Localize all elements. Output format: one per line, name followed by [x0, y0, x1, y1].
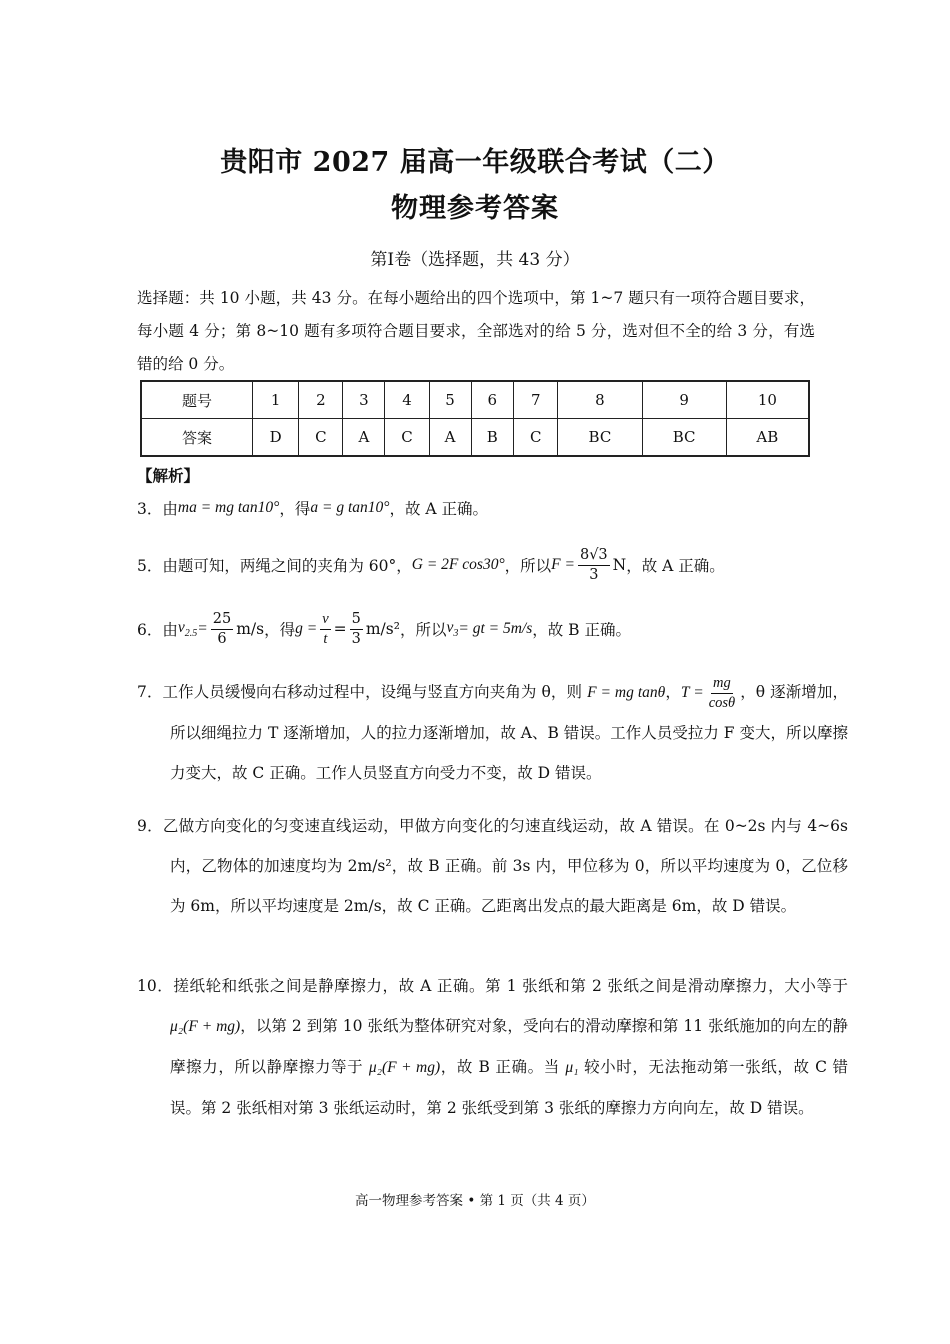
equation: μ₂(F + mg): [368, 1059, 441, 1076]
unit: N: [612, 556, 627, 574]
solution-text: ，: [665, 683, 681, 701]
section-title: 第Ⅰ卷（选择题，共 43 分）: [370, 250, 580, 270]
answer-cell: AB: [726, 419, 809, 457]
page-footer: 高一物理参考答案 • 第 1 页（共 4 页）: [355, 1193, 595, 1209]
answer-cell: C: [514, 419, 558, 457]
fraction-denominator: 3: [351, 630, 361, 647]
row-label-question: 题号: [141, 381, 253, 419]
solution-number: 6．: [137, 621, 163, 639]
answer-cell: B: [471, 419, 514, 457]
solution-text: ，得: [264, 621, 296, 639]
solution-text: ，故 A 正确。: [626, 557, 725, 575]
fraction-denominator: 3: [589, 566, 599, 583]
solution-text: ，以第 2 到第 10 张纸为整体研究对象，受向右的滑动摩擦和第 11 张纸施加的向左的静摩擦力，所以静摩擦力等于: [170, 1017, 848, 1076]
analysis-heading: 【解析】: [137, 466, 200, 485]
instructions-paragraph: 选择题：共 10 小题，共 43 分。在每小题给出的四个选项中，第 1~7 题只有一项符合题目要求，每小题 4 分；第 8~10 题有多项符合题目要求，全部选对的给 5 分，选对但不全的给 3 分，有选错的给 0 分。: [137, 289, 815, 373]
equation: μ₁: [565, 1059, 579, 1076]
solution-9: [137, 806, 848, 926]
solution-text: ，所以: [504, 557, 552, 575]
solution-text: 较小时，无法拖动第一张纸，故 C 错误。第 2 张纸相对第 3 张纸运动时，第 2 张纸受到第 3 张纸的摩擦力方向向左，故 D 错误。: [170, 1058, 848, 1117]
table-row: [141, 419, 809, 457]
solution-number: 5．: [137, 557, 163, 575]
question-number: 2: [299, 381, 343, 419]
question-number: 8: [558, 381, 642, 419]
question-number: 10: [726, 381, 809, 419]
equation: T =: [680, 684, 704, 701]
solution-number: 3．: [137, 500, 163, 518]
fraction-denominator: cosθ: [708, 694, 736, 711]
answer-cell: D: [253, 419, 299, 457]
velocity-symbol: $v_{2.5}$: [177, 618, 198, 640]
table-row: [141, 381, 809, 419]
solution-text: 搓纸轮和纸张之间是静摩擦力，故 A 正确。第 1 张纸和第 2 张纸之间是滑动摩擦力，大小等于: [173, 977, 849, 995]
solution-number: 9．: [137, 817, 163, 835]
question-number: 4: [385, 381, 429, 419]
fraction: [707, 674, 737, 713]
fraction-numerator: 25: [211, 610, 233, 630]
solution-text: ，故 A 正确。: [389, 500, 489, 518]
solution-text: 由: [162, 621, 178, 639]
solution-3: [137, 494, 488, 522]
answer-cell: BC: [642, 419, 726, 457]
fraction-numerator: 8√3: [578, 546, 610, 566]
fraction: [320, 610, 330, 649]
velocity-symbol: $v_3$: [446, 618, 459, 640]
solution-6: [137, 604, 631, 654]
question-number: 3: [343, 381, 385, 419]
answer-cell: C: [385, 419, 429, 457]
fraction-numerator: 5: [350, 610, 363, 630]
solution-text: 工作人员缓慢向右移动过程中，设绳与竖直方向夹角为 θ，则: [162, 683, 588, 701]
solution-5: [137, 540, 725, 590]
solution-text: ，故 B 正确。: [532, 621, 631, 639]
unit: m/s²: [365, 620, 400, 638]
solution-text: ，故 B 正确。当: [440, 1058, 566, 1076]
equation: g =: [295, 620, 318, 637]
exam-subtitle: 物理参考答案: [391, 193, 559, 224]
fraction-denominator: 6: [217, 630, 227, 647]
equation: =: [197, 620, 208, 637]
unit: m/s: [236, 620, 265, 638]
solution-text: 乙做方向变化的匀变速直线运动，甲做方向变化的匀速直线运动，故 A 错误。在 0~2s 内与 4~6s 内，乙物体的加速度均为 2m/s²，故 B 正确。前 3s 内，甲位移为 0，所以平均速度为 0，乙位移为 6m，所以平均速度是 2m/s，故 C 正确。乙距离出发点的最大距离是 6m，故 D 错误。: [162, 817, 848, 915]
fraction-denominator: t: [323, 630, 328, 647]
solution-number: 10．: [137, 977, 174, 995]
question-number: 1: [253, 381, 299, 419]
equation: =: [333, 620, 347, 638]
fraction: [350, 610, 363, 649]
fraction: [578, 546, 610, 585]
solution-text: ，θ 逐渐增加，所以细绳拉力 T 逐渐增加，人的拉力逐渐增加，故 A、B 错误。工作人员受拉力 F 变大，所以摩擦力变大，故 C 正确。工作人员竖直方向受力不变，故 D 错误。: [170, 683, 848, 782]
solution-number: 7．: [137, 683, 163, 701]
row-label-answer: 答案: [141, 419, 253, 457]
answer-cell: A: [429, 419, 471, 457]
equation: F =: [551, 556, 575, 573]
equation: = gt = 5m/s: [458, 620, 533, 637]
solution-text: ，所以: [399, 621, 447, 639]
answer-cell: BC: [558, 419, 642, 457]
equation: F = mg tanθ: [587, 684, 666, 701]
question-number: 5: [429, 381, 471, 419]
question-number: 6: [471, 381, 514, 419]
solution-10: [137, 966, 848, 1128]
question-number: 7: [514, 381, 558, 419]
answer-table: [140, 380, 810, 457]
fraction-numerator: v: [320, 610, 330, 630]
equation: G = 2F cos30°: [411, 556, 505, 573]
question-number: 9: [642, 381, 726, 419]
equation: a = g tan10°: [310, 499, 390, 516]
equation: ma = mg tan10°: [177, 499, 280, 516]
solution-7: [137, 672, 848, 793]
solution-text: ，得: [279, 500, 311, 518]
answer-cell: A: [343, 419, 385, 457]
fraction: [211, 610, 233, 649]
solution-text: 由: [162, 500, 178, 518]
fraction-numerator: mg: [711, 674, 733, 694]
equation: μ₂(F + mg): [170, 1018, 241, 1035]
exam-title: 贵阳市 2027 届高一年级联合考试（二）: [220, 147, 730, 178]
solution-text: 由题可知，两绳之间的夹角为 60°，: [162, 557, 412, 575]
answer-cell: C: [299, 419, 343, 457]
